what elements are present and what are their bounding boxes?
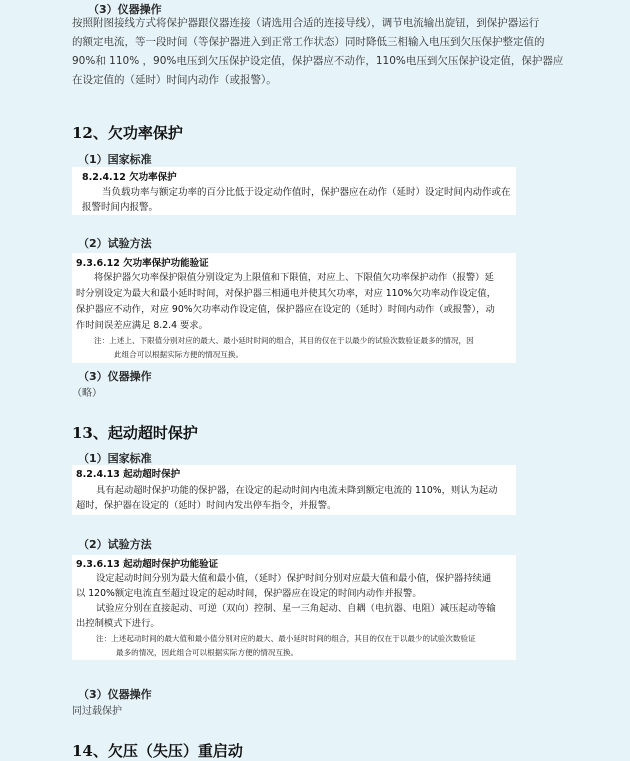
s12-method-excerpt xyxy=(72,253,516,363)
s13-standard-excerpt xyxy=(72,465,516,515)
s13-method-line: 以 120%额定电流直至超过设定的起动时间，保护器应在设定的时间内动作并报警。 xyxy=(76,588,422,599)
s12-standard-excerpt xyxy=(72,167,516,215)
s12-instrument-label: （3）仪器操作 xyxy=(78,370,152,383)
s12-method-line: 将保护器欠功率保护限值分别设定为上限值和下限值，对应上、下限值欠功率保护动作（报警）延 xyxy=(94,272,494,283)
paragraph-line: 的额定电流，等一段时间（等保护器进入到正常工作状态）同时降低三相输入电压到欠压保护整定值的 xyxy=(72,36,545,48)
s12-method-note: 注：上述上、下限值分别对应的最大、最小延时时间的组合，其目的仅在于以最少的试验次数验证最多的情况，因 xyxy=(94,336,474,345)
s12-method-line: 保护器应不动作，对应 90%欠功率动作设定值，保护器应在设定的（延时）时间内动作（或报警），动 xyxy=(76,304,495,315)
s13-instrument-text: 同过载保护 xyxy=(72,706,122,717)
section-12-heading: 12、欠功率保护 xyxy=(72,124,183,142)
section-13-heading: 13、起动超时保护 xyxy=(72,424,198,442)
s12-method-note: 此组合可以根据实际方便的情况互换。 xyxy=(114,350,244,359)
s12-standard-line: 报警时间内报警。 xyxy=(82,202,159,213)
s13-standard-line: 具有起动超时保护功能的保护器，在设定的起动时间内电流未降到额定电流的 110%，则认为起动 xyxy=(96,485,498,496)
s12-method-label: （2）试验方法 xyxy=(78,237,152,250)
s12-method-title: 9.3.6.12 欠功率保护功能验证 xyxy=(76,258,209,269)
section-14-heading: 14、欠压（失压）重启动 xyxy=(72,742,243,760)
s13-instrument-label: （3）仪器操作 xyxy=(78,688,152,701)
s13-standard-label: （1）国家标准 xyxy=(78,452,152,465)
s13-method-label: （2）试验方法 xyxy=(78,538,152,551)
s13-method-line: 试验应分别在直接起动、可逆（双向）控制、星一三角起动、自耦（电抗器、电阻）减压起动等输 xyxy=(96,603,496,614)
s12-standard-line: 当负载功率与额定功率的百分比低于设定动作值时，保护器应在动作（延时）设定时间内动作或在 xyxy=(102,187,511,198)
s13-method-line: 设定起动时间分别为最大值和最小值，（延时）保护时间分别对应最大值和最小值，保护器持续通 xyxy=(96,573,492,584)
s13-method-note: 注：上述起动时间的最大值和最小值分别对应的最大、最小延时时间的组合，其目的仅在于以最少的试验次数验证 xyxy=(96,634,476,643)
s13-method-excerpt xyxy=(72,555,516,660)
paragraph-line: 在设定值的（延时）时间内动作（或报警）。 xyxy=(72,74,277,86)
s13-standard-line: 超时，保护器在设定的（延时）时间内发出停车指令，并报警。 xyxy=(76,500,337,511)
s13-method-title: 9.3.6.13 起动超时保护功能验证 xyxy=(76,559,219,570)
s12-method-line: 作时间误差应满足 8.2.4 要求。 xyxy=(76,320,208,331)
s13-method-line: 出控制模式下进行。 xyxy=(76,618,160,629)
paragraph-line: 90%和 110% ，90%电压到欠压保护设定值，保护器应不动作，110%电压到欠压保护设定值，保护器应 xyxy=(72,55,564,67)
s12-standard-label: （1）国家标准 xyxy=(78,153,152,166)
s12-method-line: 时分别设定为最大和最小延时时间，对保护器三相通电并使其欠功率，对应 110%欠功率动作设定值， xyxy=(76,288,497,299)
s12-instrument-text: （略） xyxy=(72,388,102,399)
s13-standard-title: 8.2.4.13 起动超时保护 xyxy=(76,469,181,480)
s12-standard-title: 8.2.4.12 欠功率保护 xyxy=(82,172,177,183)
instrument-operation-label-top: （3）仪器操作 xyxy=(88,3,162,16)
paragraph-line: 按照附图接线方式将保护器跟仪器连接（请选用合适的连接导线），调节电流输出旋钮，到保护器运行 xyxy=(72,17,540,29)
instrument-operation-paragraph-top xyxy=(72,14,622,90)
s13-method-note: 最多的情况，因此组合可以根据实际方便的情况互换。 xyxy=(116,648,299,657)
